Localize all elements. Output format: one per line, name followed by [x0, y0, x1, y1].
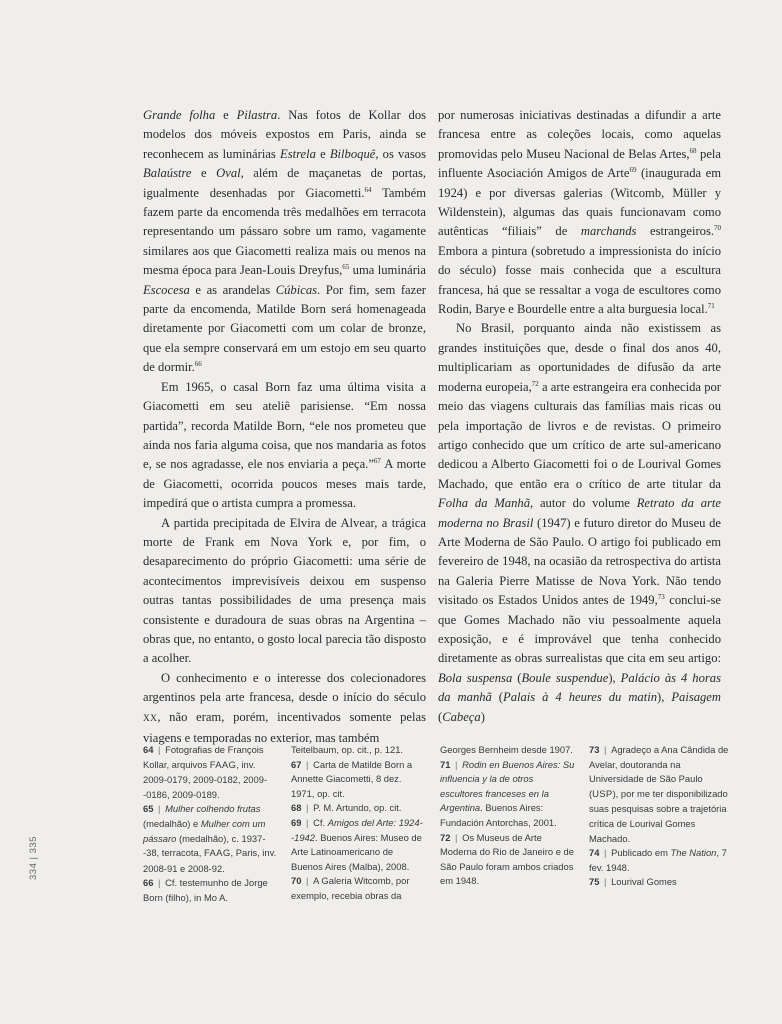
text-run: ), [608, 670, 621, 685]
text-run: (1947) e futuro diretor do Museu de Arte Moderna de São Paulo. O artigo foi publicado em fevereiro de 1948, na ocasião da retrospectiva do artista na Galeria Pierre Matisse de Nova York. Não tendo visitado os Estados Unidos antes de 1949, [438, 515, 721, 608]
footnote-number: 67 [291, 758, 302, 770]
body-paragraph [438, 106, 721, 319]
italic-text: Palácio às 4 horas da manhã [438, 670, 721, 705]
text-run: por numerosas iniciativas destinadas a difundir a arte francesa entre as coleções locais, como aquelas promovidas pelo Museu Nacional de Belas Artes, [438, 108, 721, 161]
text-run: ( [512, 670, 522, 685]
footnote-number: 73 [589, 744, 600, 755]
text-run: , Paris, inv. 2008-91 e 2008-92. [143, 847, 277, 874]
text-run: (inaugurada em 1924) e por diversas galerias (Witcomb, Müller y Wildenstein), algumas das quais funcionavam como autênticas “filiais” de [438, 166, 721, 239]
italic-text: Palais à 4 heures du matin [503, 690, 658, 705]
text-run: uma luminária [349, 263, 426, 278]
footnotes-column-1 [143, 743, 278, 906]
footnote-ref: 64 [364, 185, 372, 194]
footnote [589, 743, 729, 846]
text-run: conclui-se que Gomes Machado não viu pessoalmente aquela exposição, e é improvável que tenha conhecido diretamente as obras surrealistas que cita em seu artigo: [438, 593, 721, 666]
italic-text: Bilboquê [329, 146, 376, 161]
footnote-ref: 67 [373, 457, 381, 466]
small-caps-text: FAAG [203, 848, 231, 860]
text-run: Fotografias de François Kollar, arquivos [143, 744, 264, 770]
italic-text: Mulher com um pássaro [143, 817, 266, 844]
italic-text: Cabeça [442, 709, 481, 724]
small-caps-text: USP [592, 788, 613, 800]
footnote [440, 743, 575, 758]
footnote [589, 846, 729, 875]
footnote-number: 66 [143, 877, 154, 889]
footnote-ref: 66 [194, 360, 202, 369]
footnote-separator: | [601, 847, 610, 859]
footnotes-column-3 [440, 743, 575, 889]
text-run: (medalhão) e [143, 817, 201, 829]
italic-text: Cúbicas [275, 282, 318, 297]
footnote-ref: 68 [689, 146, 697, 155]
text-run: , autor do volume [530, 496, 637, 511]
footnote-separator: | [303, 816, 312, 828]
text-run: estrangeiros. [636, 224, 714, 239]
footnote-ref: 65 [342, 263, 350, 272]
italic-text: The Nation [670, 847, 717, 859]
footnotes-column-2 [291, 743, 426, 904]
italic-text: Estrela [280, 146, 316, 161]
text-run: , inv. 2009-0179, 2009-0182, 2009--0186, 2009-0189. [143, 758, 268, 800]
footnote-separator: | [452, 758, 461, 770]
footnote-number: 64 [143, 744, 154, 755]
footnote [589, 875, 729, 890]
footnote [291, 743, 426, 758]
italic-text: Boule suspendue [521, 670, 609, 685]
italic-text: Folha da Manhã [438, 496, 530, 511]
footnote [291, 874, 426, 903]
text-run: ), por me ter disponibilizado suas pesquisas sobre a trajetória crítica de Lourival Gomes Machado. [589, 787, 728, 844]
text-run: Cf. [313, 816, 328, 828]
footnote-number: 68 [291, 802, 302, 814]
text-run: Lourival Gomes [611, 876, 677, 888]
footnote-separator: | [601, 744, 610, 755]
footnote-ref: 73 [657, 593, 665, 602]
footnote [143, 876, 278, 905]
body-column-left [143, 106, 426, 748]
body-column-right [438, 106, 721, 727]
text-run: O conhecimento e o interesse dos colecionadores argentinos pela arte francesa, desde o início do século [143, 670, 426, 705]
text-run: Cf. testemunho de Jorge Born (filho), in Mo A. [143, 877, 268, 903]
text-run: Publicado em [611, 847, 671, 859]
footnote-number: 65 [143, 803, 154, 815]
footnote-separator: | [155, 803, 164, 815]
italic-text: Retrato da arte moderna no Brasil [438, 496, 721, 530]
italic-text: Rodin en Buenos Aires: Su influencia y la de otros escultores franceses en la Argentina [440, 758, 575, 814]
footnote [143, 802, 278, 876]
italic-text: Pilastra [236, 108, 278, 122]
footnote-separator: | [601, 876, 610, 888]
italic-text: Escocesa [143, 282, 190, 297]
italic-text: Balaústre [143, 166, 192, 181]
footnote-number: 69 [291, 816, 302, 828]
text-run: . Nas fotos de Kollar dos modelos dos móveis expostos em Paris, ainda se reconhecem as luminárias [143, 108, 427, 161]
footnote-separator: | [303, 875, 312, 887]
text-run: Os Museus de Arte Moderna do Rio de Janeiro e de São Paulo foram ambos criados em 1948. [440, 831, 574, 887]
footnote-separator: | [452, 831, 461, 843]
text-run: Também fazem parte da encomenda três medalhões em terracota representando um pássaro sobre um ramo, vagamente similares aos que Giacometti realiza mais ou menos na mesma época para Jean-Louis Dreyfus, [143, 185, 426, 278]
page-folio: 334 | 335 [28, 836, 39, 880]
text-run: ( [438, 709, 443, 724]
footnote [440, 758, 575, 831]
text-run: , os vasos [375, 146, 426, 161]
footnote-separator: | [303, 802, 312, 814]
text-run: pela influente Asociación Amigos de Arte [438, 146, 721, 181]
text-run: . Por fim, sem fazer parte da encomenda, Matilde Born será homenageada diretamente por Giacometti com um colar de bronze, que ela sempre conservará em um estojo em seu quarto de dormir. [143, 282, 426, 375]
text-run: . Buenos Aires: Museo de Arte Latinoamericano de Buenos Aires (Malba), 2008. [291, 831, 422, 872]
small-caps-text: XX [143, 713, 158, 724]
italic-text: Mulher colhendo frutas [165, 803, 261, 815]
footnote [291, 816, 426, 874]
text-run: , 7 fev. 1948. [589, 847, 727, 873]
footnote-ref: 69 [629, 166, 637, 175]
text-run: A Galeria Witcomb, por exemplo, recebia obras da [291, 875, 410, 901]
text-run: (medalhão), c. 1937--38, terracota, [143, 832, 266, 859]
text-run: a arte estrangeira era conhecida por meio das viagens culturais das famílias mais ricas ou pela importação de livros e de revistas. O primeiro artigo conhecido que um crítico de arte sul-americano dedicou a Alberto Giacometti foi o de Lourival Gomes Machado, que então era o crítico de arte titular da [438, 379, 721, 491]
text-run: ( [491, 690, 504, 705]
text-run: Embora a pintura (sobretudo a impressionista do início do século) fosse mais conhecida que a escultura francesa, há que se ressaltar a voga de escultores como Rodin, Barye e Bourdelle entre a alta burguesia local. [438, 243, 721, 317]
text-run: Carta de Matilde Born a Annette Giacometti, 8 dez. 1971, op. cit. [291, 758, 413, 799]
footnote-separator: | [155, 877, 164, 889]
footnote-number: 72 [440, 831, 451, 843]
footnotes-column-4 [589, 743, 729, 890]
footnote [291, 758, 426, 802]
text-run: e as arandelas [189, 282, 276, 297]
footnote-separator: | [155, 744, 164, 755]
text-run: , não eram, porém, incentivados somente pelas viagens e temporadas no exterior, mas também [143, 709, 426, 745]
text-run: e [191, 166, 217, 181]
body-paragraph [438, 319, 721, 727]
footnote [440, 831, 575, 889]
body-paragraph [143, 378, 426, 514]
footnote [143, 743, 278, 802]
text-run: ), [657, 690, 672, 705]
footnote-number: 71 [440, 758, 451, 770]
italic-text: marchands [580, 224, 637, 239]
text-run: A partida precipitada de Elvira de Alvear, a trágica morte de Frank em Nova York e, por fim, o desaparecimento do próprio Giacometti: uma série de acontecimentos imprevisíveis deixou em suspenso outras tantas possibilidades de uma presença mais consistente e duradoura de suas obras na Argentina – obras que, no entanto, o gosto local parecia tão disposto a acolher. [143, 515, 426, 666]
footnote-number: 74 [589, 847, 600, 859]
footnote-ref: 71 [707, 302, 715, 311]
footnote-ref: 70 [714, 224, 721, 233]
body-paragraph [143, 106, 426, 378]
body-paragraph [143, 669, 426, 749]
text-run: Em 1965, o casal Born faz uma última visita a Giacometti em seu ateliê parisiense. “Em nossa partida”, recorda Matilde Born, “ele nos prometeu que ainda nos faria alguma coisa, que nos mandaria as fotos e, se nos agradasse, ele nos enviaria a peça.” [143, 379, 426, 472]
text-run: Agradeço a Ana Cândida de Avelar, doutoranda na Universidade de São Paulo ( [589, 744, 729, 799]
text-run: A morte de Giacometti, ocorrida poucos meses mais tarde, impedirá que o artista cumpra a promessa. [143, 457, 426, 511]
footnote-separator: | [303, 758, 312, 770]
footnote-number: 75 [589, 876, 600, 888]
footnote-number: 70 [291, 875, 302, 887]
footnote-ref: 72 [531, 379, 539, 388]
text-run: . Buenos Aires: Fundación Antorchas, 2001. [440, 802, 557, 828]
text-run: e [315, 146, 330, 161]
text-run: e [215, 108, 237, 122]
italic-text: Bola suspensa [438, 670, 513, 685]
italic-text: Grande folha [143, 108, 216, 122]
text-run: ) [480, 709, 485, 724]
text-run: , além de maçanetas de portas, igualmente desenhadas por Giacometti. [143, 166, 426, 200]
text-run: Georges Bernheim desde 1907. [440, 744, 573, 755]
text-run: P. M. Artundo, op. cit. [313, 802, 402, 814]
italic-text: Amigos del Arte: 1924--1942 [291, 816, 423, 843]
text-run: Teitelbaum, op. cit., p. 121. [291, 744, 404, 755]
small-caps-text: FAAG [209, 759, 237, 771]
body-paragraph [143, 514, 426, 669]
italic-text: Oval [216, 166, 241, 181]
italic-text: Paisagem [671, 690, 721, 705]
text-run: No Brasil, porquanto ainda não existissem as grandes instituições que, desde o final dos anos 40, multiplicariam as oportunidades de difusão da arte moderna europeia, [438, 321, 721, 394]
footnote [291, 801, 426, 816]
